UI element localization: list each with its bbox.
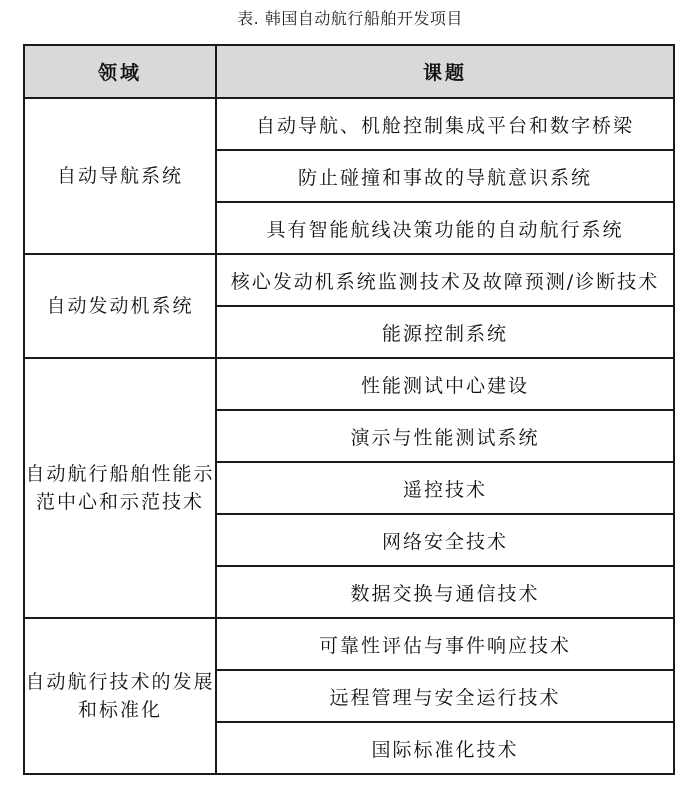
- topic-cell: 遥控技术: [216, 462, 674, 514]
- topic-cell: 防止碰撞和事故的导航意识系统: [216, 150, 674, 202]
- topic-cell: 自动导航、机舱控制集成平台和数字桥梁: [216, 98, 674, 150]
- topic-cell: 演示与性能测试系统: [216, 410, 674, 462]
- topic-cell: 能源控制系统: [216, 306, 674, 358]
- table-row: [24, 358, 674, 410]
- topic-cell: 具有智能航线决策功能的自动航行系统: [216, 202, 674, 254]
- header-domain: 领域: [24, 45, 216, 98]
- topic-cell: 网络安全技术: [216, 514, 674, 566]
- domain-cell-autonomous-navigation: 自动导航系统: [24, 98, 216, 254]
- topic-cell: 远程管理与安全运行技术: [216, 670, 674, 722]
- header-row: [24, 45, 674, 98]
- topic-cell: 可靠性评估与事件响应技术: [216, 618, 674, 670]
- topic-cell: 性能测试中心建设: [216, 358, 674, 410]
- table-row: [24, 254, 674, 306]
- domain-cell-standardization: 自动航行技术的发展和标准化: [24, 618, 216, 774]
- table-row: [24, 98, 674, 150]
- topic-cell: 核心发动机系统监测技术及故障预测/诊断技术: [216, 254, 674, 306]
- table-caption: 表. 韩国自动航行船舶开发项目: [237, 9, 463, 28]
- topic-cell: 国际标准化技术: [216, 722, 674, 774]
- domain-cell-autonomous-engine: 自动发动机系统: [24, 254, 216, 358]
- header-topic: 课题: [216, 45, 674, 98]
- topic-cell: 数据交换与通信技术: [216, 566, 674, 618]
- domain-cell-demonstration-center: 自动航行船舶性能示范中心和示范技术: [24, 358, 216, 618]
- projects-table: [23, 44, 675, 775]
- table-row: [24, 618, 674, 670]
